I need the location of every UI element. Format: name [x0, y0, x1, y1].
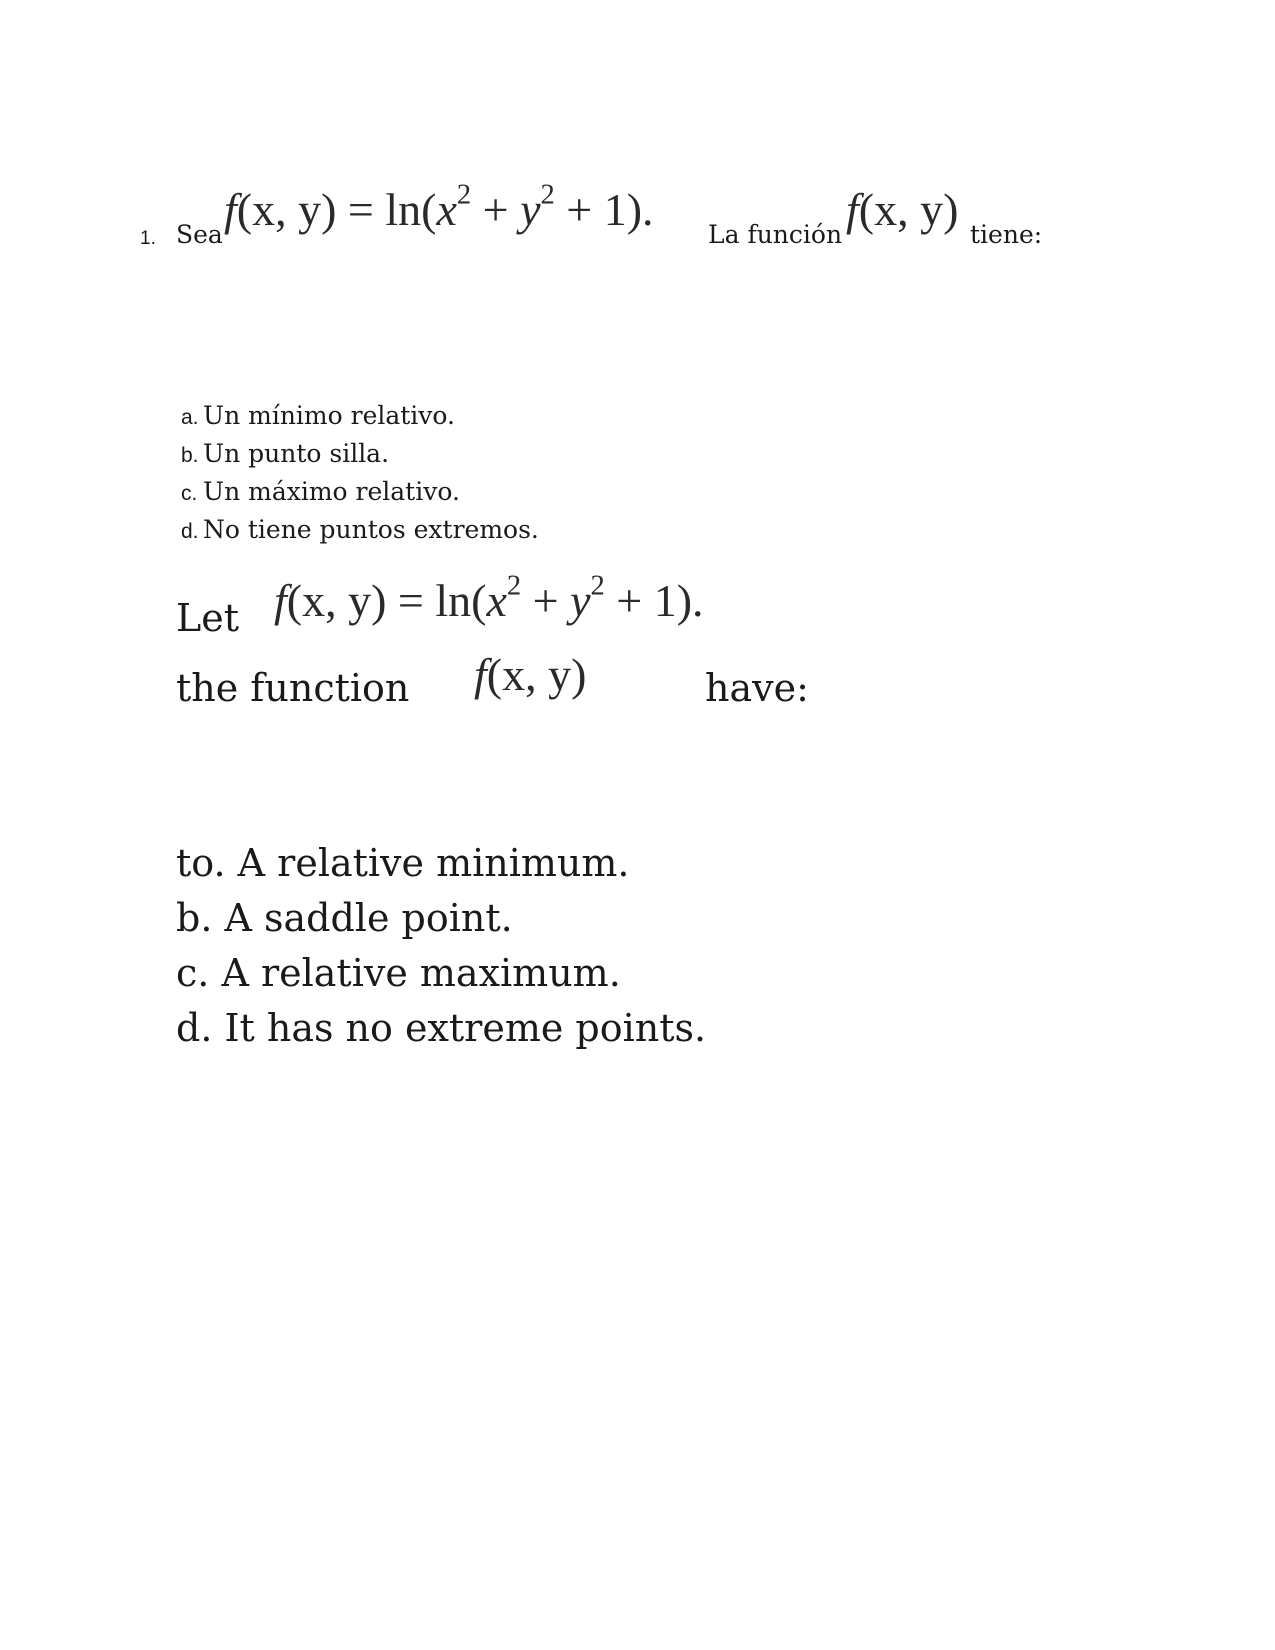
tail: + 1).	[604, 575, 704, 626]
words-la-funcion: La función	[708, 220, 843, 249]
function-reference-en	[474, 648, 586, 701]
option-en-a: to. A relative minimum.	[176, 841, 630, 885]
eq-ln: = ln(	[386, 575, 487, 626]
option-label: b.	[181, 444, 199, 467]
f-args: (x, y)	[236, 184, 337, 235]
f-symbol: f	[274, 575, 287, 626]
function-reference-es	[846, 183, 958, 236]
option-text: Un punto silla.	[203, 439, 390, 468]
option-es-b	[181, 436, 539, 474]
y-var: y	[520, 184, 541, 235]
f-symbol: f	[474, 649, 487, 700]
x-var: x	[486, 575, 507, 626]
tail: + 1).	[554, 184, 654, 235]
plus: +	[521, 575, 571, 626]
question-number: 1.	[140, 228, 156, 249]
option-text: Un máximo relativo.	[203, 477, 460, 506]
option-text: No tiene puntos extremos.	[203, 515, 539, 544]
word-let: Let	[176, 596, 239, 640]
f-symbol: f	[224, 184, 237, 235]
option-label: a.	[181, 406, 199, 429]
option-en-b: b. A saddle point.	[176, 896, 513, 940]
exp-x: 2	[456, 179, 472, 211]
f-args: (x, y)	[286, 575, 387, 626]
words-the-function: the function	[176, 666, 410, 710]
option-en-d: d. It has no extreme points.	[176, 1006, 707, 1050]
option-es-a	[181, 398, 539, 436]
options-list-es	[181, 398, 539, 550]
word-tiene: tiene:	[970, 220, 1043, 249]
options-list-en	[176, 836, 706, 1056]
y-var: y	[570, 575, 591, 626]
word-sea: Sea	[176, 220, 223, 249]
f-symbol: f	[846, 184, 859, 235]
option-text: Un mínimo relativo.	[203, 401, 455, 430]
function-definition-es	[224, 179, 654, 236]
option-label: c.	[181, 482, 198, 505]
f-args: (x, y)	[858, 184, 959, 235]
eq-ln: = ln(	[336, 184, 437, 235]
exp-y: 2	[540, 179, 555, 211]
option-label: d.	[181, 520, 199, 543]
f-args: (x, y)	[486, 649, 587, 700]
function-definition-en	[274, 570, 704, 627]
exp-x: 2	[506, 570, 522, 602]
option-es-c	[181, 474, 539, 512]
option-es-d	[181, 512, 539, 550]
x-var: x	[436, 184, 457, 235]
plus: +	[471, 184, 521, 235]
exp-y: 2	[590, 570, 605, 602]
option-en-c: c. A relative maximum.	[176, 951, 621, 995]
word-have: have:	[705, 666, 809, 710]
